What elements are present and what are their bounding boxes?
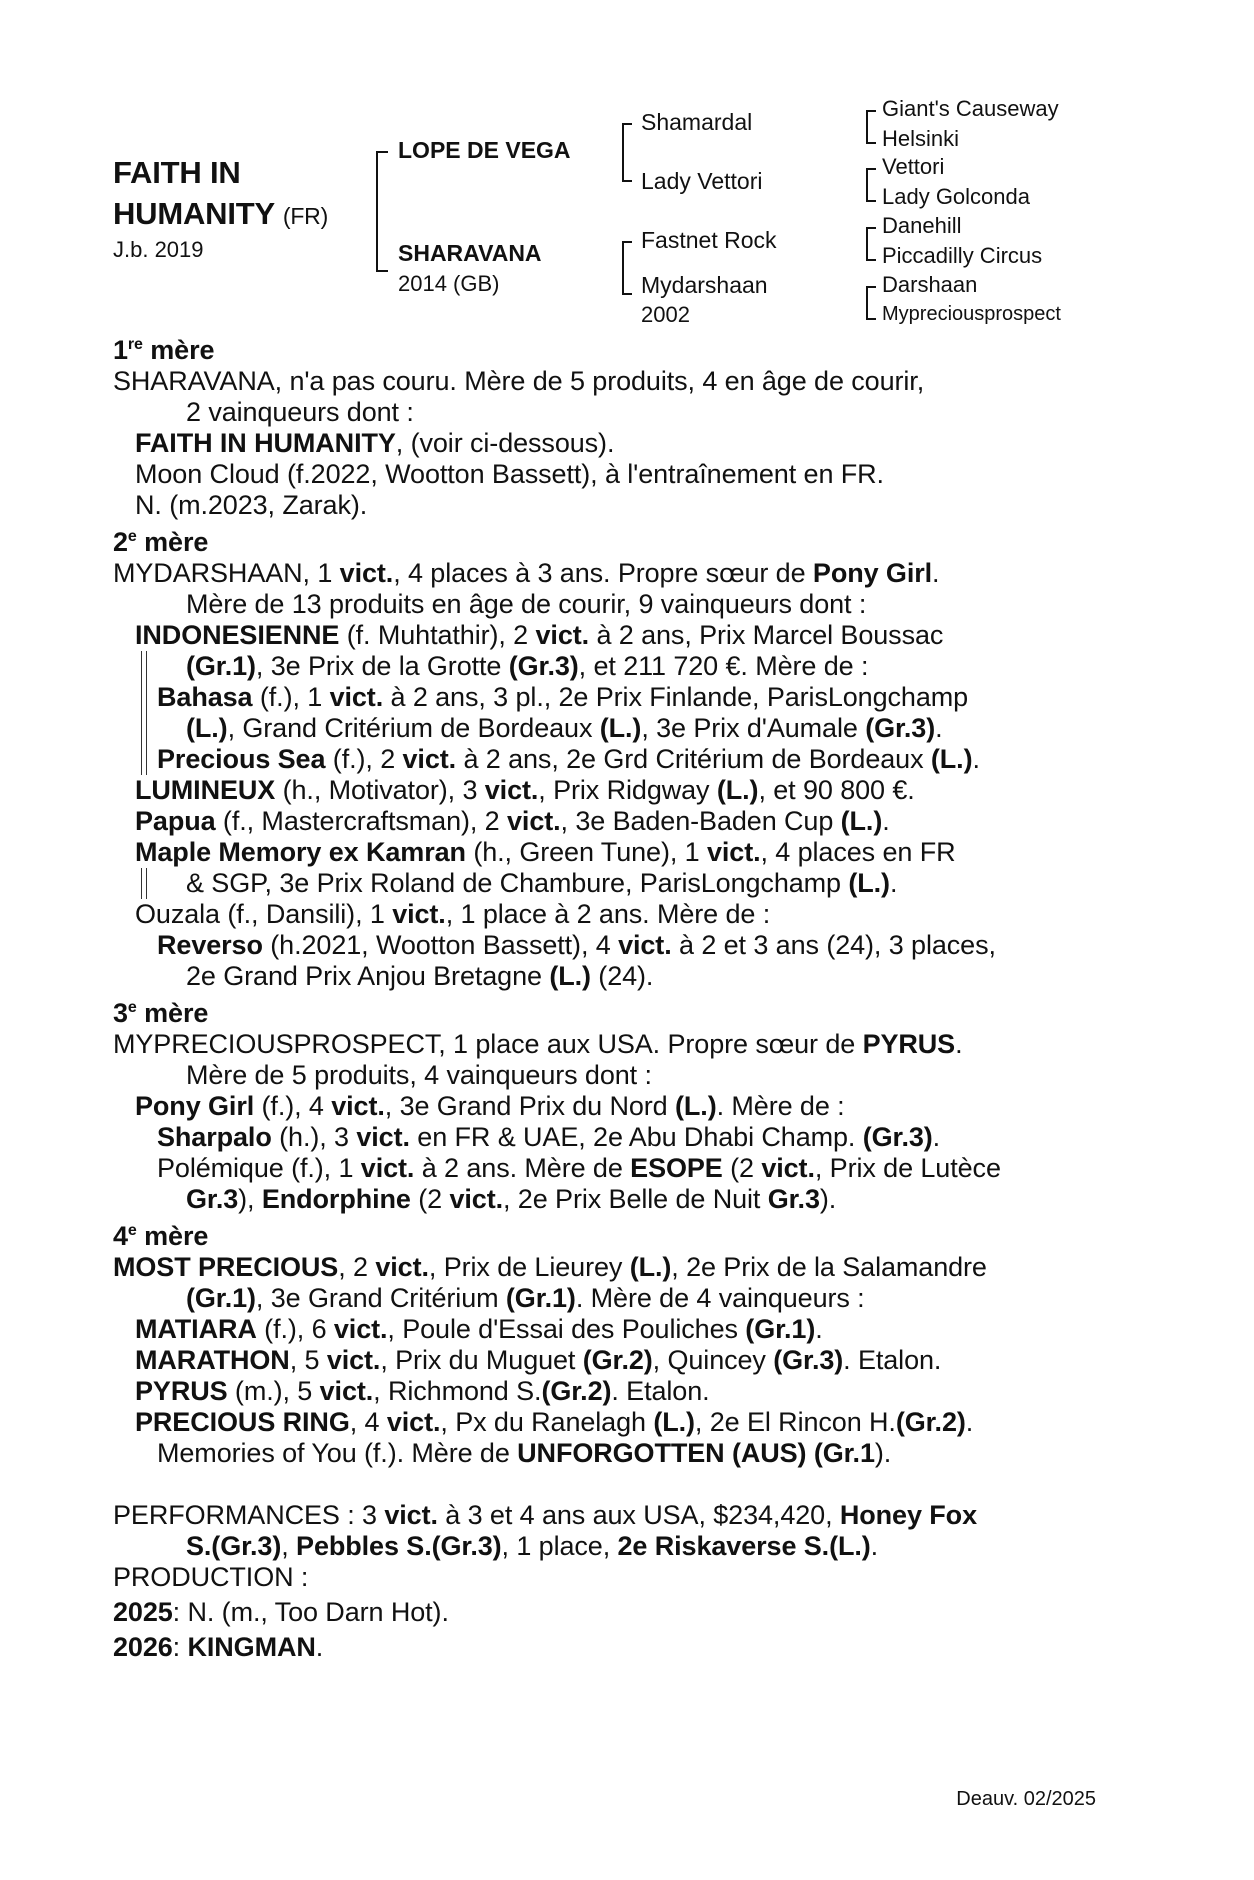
pedigree-bracket-g4-1 bbox=[866, 110, 876, 144]
horse-name-line2: HUMANITY bbox=[113, 196, 275, 231]
production-heading: PRODUCTION : bbox=[113, 1562, 309, 1592]
third-dam-line-cont: Mère de 5 produits, 4 vainqueurs dont : bbox=[186, 1060, 652, 1090]
pedigree-bracket-g4-4 bbox=[866, 286, 876, 320]
produce-maple-memory: Maple Memory ex Kamran (h., Green Tune), 1 vict., 4 places en FR bbox=[135, 837, 956, 867]
produce-indonesienne-cont: (Gr.1), 3e Prix de la Grotte (Gr.3), et 211 720 €. Mère de : bbox=[186, 651, 869, 681]
horse-country: (FR) bbox=[282, 203, 329, 229]
pedigree-dam-dam-year: 2002 bbox=[641, 302, 690, 327]
produce-precious-sea: Precious Sea (f.), 2 vict. à 2 ans, 2e Grd Critérium de Bordeaux (L.). bbox=[157, 744, 980, 774]
produce-bahasa-cont: (L.), Grand Critérium de Bordeaux (L.), 3e Prix d'Aumale (Gr.3). bbox=[186, 713, 943, 743]
produce-ouzala: Ouzala (f., Dansili), 1 vict., 1 place à 2 ans. Mère de : bbox=[135, 899, 771, 929]
produce-matiara: MATIARA (f.), 6 vict., Poule d'Essai des Pouliches (Gr.1). bbox=[135, 1314, 823, 1344]
footer-sale-code: Deauv. 02/2025 bbox=[956, 1788, 1096, 1810]
produce-moon-cloud: Moon Cloud (f.2022, Wootton Bassett), à l'entraînement en FR. bbox=[135, 459, 884, 489]
pedigree-g4-4: Lady Golconda bbox=[882, 184, 1030, 209]
pedigree-dam: SHARAVANA bbox=[398, 240, 542, 266]
pedigree-bracket-g4-2 bbox=[866, 168, 876, 202]
produce-papua: Papua (f., Mastercraftsman), 2 vict., 3e Baden-Baden Cup (L.). bbox=[135, 806, 890, 836]
pedigree-g4-8: Mypreciousprospect bbox=[882, 303, 1061, 325]
dam-line: SHARAVANA, n'a pas couru. Mère de 5 produits, 4 en âge de courir, bbox=[113, 366, 925, 396]
produce-memories: Memories of You (f.). Mère de UNFORGOTTEN (AUS) (Gr.1). bbox=[157, 1438, 892, 1468]
pedigree-sire: LOPE DE VEGA bbox=[398, 137, 571, 163]
production-2025: 2025: N. (m., Too Darn Hot). bbox=[113, 1597, 449, 1627]
performances: PERFORMANCES : 3 vict. à 3 et 4 ans aux USA, $234,420, Honey Fox bbox=[113, 1500, 977, 1530]
indonesienne-block bbox=[113, 651, 1113, 775]
performances-cont: S.(Gr.3), Pebbles S.(Gr.3), 1 place, 2e Riskaverse S.(L.). bbox=[186, 1531, 879, 1561]
fourth-dam-line-cont: (Gr.1), 3e Grand Critérium (Gr.1). Mère de 4 vainqueurs : bbox=[186, 1283, 865, 1313]
produce-bahasa: Bahasa (f.), 1 vict. à 2 ans, 3 pl., 2e Prix Finlande, ParisLongchamp bbox=[157, 682, 969, 712]
produce-faith: FAITH IN HUMANITY, (voir ci-dessous). bbox=[135, 428, 615, 458]
granddam-line: MYDARSHAAN, 1 vict., 4 places à 3 ans. Propre sœur de Pony Girl. bbox=[113, 558, 940, 588]
pedigree-g4-7: Darshaan bbox=[882, 272, 978, 297]
granddam-line-cont: Mère de 13 produits en âge de courir, 9 vainqueurs dont : bbox=[186, 589, 867, 619]
produce-marathon: MARATHON, 5 vict., Prix du Muguet (Gr.2), Quincey (Gr.3). Etalon. bbox=[135, 1345, 942, 1375]
produce-2023: N. (m.2023, Zarak). bbox=[135, 490, 368, 520]
pedigree-bracket-main bbox=[376, 151, 388, 272]
produce-reverso: Reverso (h.2021, Wootton Bassett), 4 vict. à 2 et 3 ans (24), 3 places, bbox=[157, 930, 996, 960]
pedigree-bracket-sire bbox=[622, 123, 632, 182]
maple-block bbox=[113, 868, 1113, 899]
produce-lumineux: LUMINEUX (h., Motivator), 3 vict., Prix Ridgway (L.), et 90 800 €. bbox=[135, 775, 915, 805]
section-heading-3: 3e mère bbox=[113, 998, 209, 1028]
horse-description: J.b. 2019 bbox=[113, 237, 204, 262]
produce-indonesienne: INDONESIENNE (f. Muhtathir), 2 vict. à 2 ans, Prix Marcel Boussac bbox=[135, 620, 944, 650]
section-heading-1: 1re mère bbox=[113, 335, 215, 365]
horse-name-line1: FAITH IN bbox=[113, 155, 241, 190]
pedigree-bracket-dam bbox=[622, 241, 632, 295]
produce-maple-memory-cont: & SGP, 3e Prix Roland de Chambure, ParisLongchamp (L.). bbox=[186, 868, 898, 898]
section-heading-4: 4e mère bbox=[113, 1221, 209, 1251]
pedigree-g4-5: Danehill bbox=[882, 213, 962, 238]
pedigree-dam-dam: Mydarshaan bbox=[641, 272, 768, 298]
pedigree-bracket-g4-3 bbox=[866, 227, 876, 261]
catalogue-body bbox=[113, 329, 1113, 1663]
section-heading-2: 2e mère bbox=[113, 527, 209, 557]
pedigree-g4-6: Piccadilly Circus bbox=[882, 243, 1043, 268]
dam-line-cont: 2 vainqueurs dont : bbox=[186, 397, 414, 427]
pedigree-g4-1: Giant's Causeway bbox=[882, 96, 1059, 121]
produce-precious-ring: PRECIOUS RING, 4 vict., Px du Ranelagh (L.), 2e El Rincon H.(Gr.2). bbox=[135, 1407, 974, 1437]
third-dam-line: MYPRECIOUSPROSPECT, 1 place aux USA. Propre sœur de PYRUS. bbox=[113, 1029, 963, 1059]
produce-polemique: Polémique (f.), 1 vict. à 2 ans. Mère de ESOPE (2 vict., Prix de Lutèce bbox=[157, 1153, 1001, 1183]
horse-name bbox=[113, 152, 328, 237]
pedigree-sire-dam: Lady Vettori bbox=[641, 168, 763, 194]
pedigree-dam-sire: Fastnet Rock bbox=[641, 227, 777, 253]
produce-pyrus: PYRUS (m.), 5 vict., Richmond S.(Gr.2). Etalon. bbox=[135, 1376, 710, 1406]
produce-pony-girl: Pony Girl (f.), 4 vict., 3e Grand Prix du Nord (L.). Mère de : bbox=[135, 1091, 845, 1121]
produce-polemique-cont: Gr.3), Endorphine (2 vict., 2e Prix Belle de Nuit Gr.3). bbox=[186, 1184, 837, 1214]
pedigree-sire-sire: Shamardal bbox=[641, 109, 753, 135]
pedigree-dam-year: 2014 (GB) bbox=[398, 271, 500, 296]
pedigree-g4-2: Helsinki bbox=[882, 126, 960, 151]
fourth-dam-line: MOST PRECIOUS, 2 vict., Prix de Lieurey (L.), 2e Prix de la Salamandre bbox=[113, 1252, 987, 1282]
pedigree-g4-3: Vettori bbox=[882, 154, 945, 179]
production-2026: 2026: KINGMAN. bbox=[113, 1632, 324, 1662]
produce-sharpalo: Sharpalo (h.), 3 vict. en FR & UAE, 2e Abu Dhabi Champ. (Gr.3). bbox=[157, 1122, 941, 1152]
produce-reverso-cont: 2e Grand Prix Anjou Bretagne (L.) (24). bbox=[186, 961, 654, 991]
